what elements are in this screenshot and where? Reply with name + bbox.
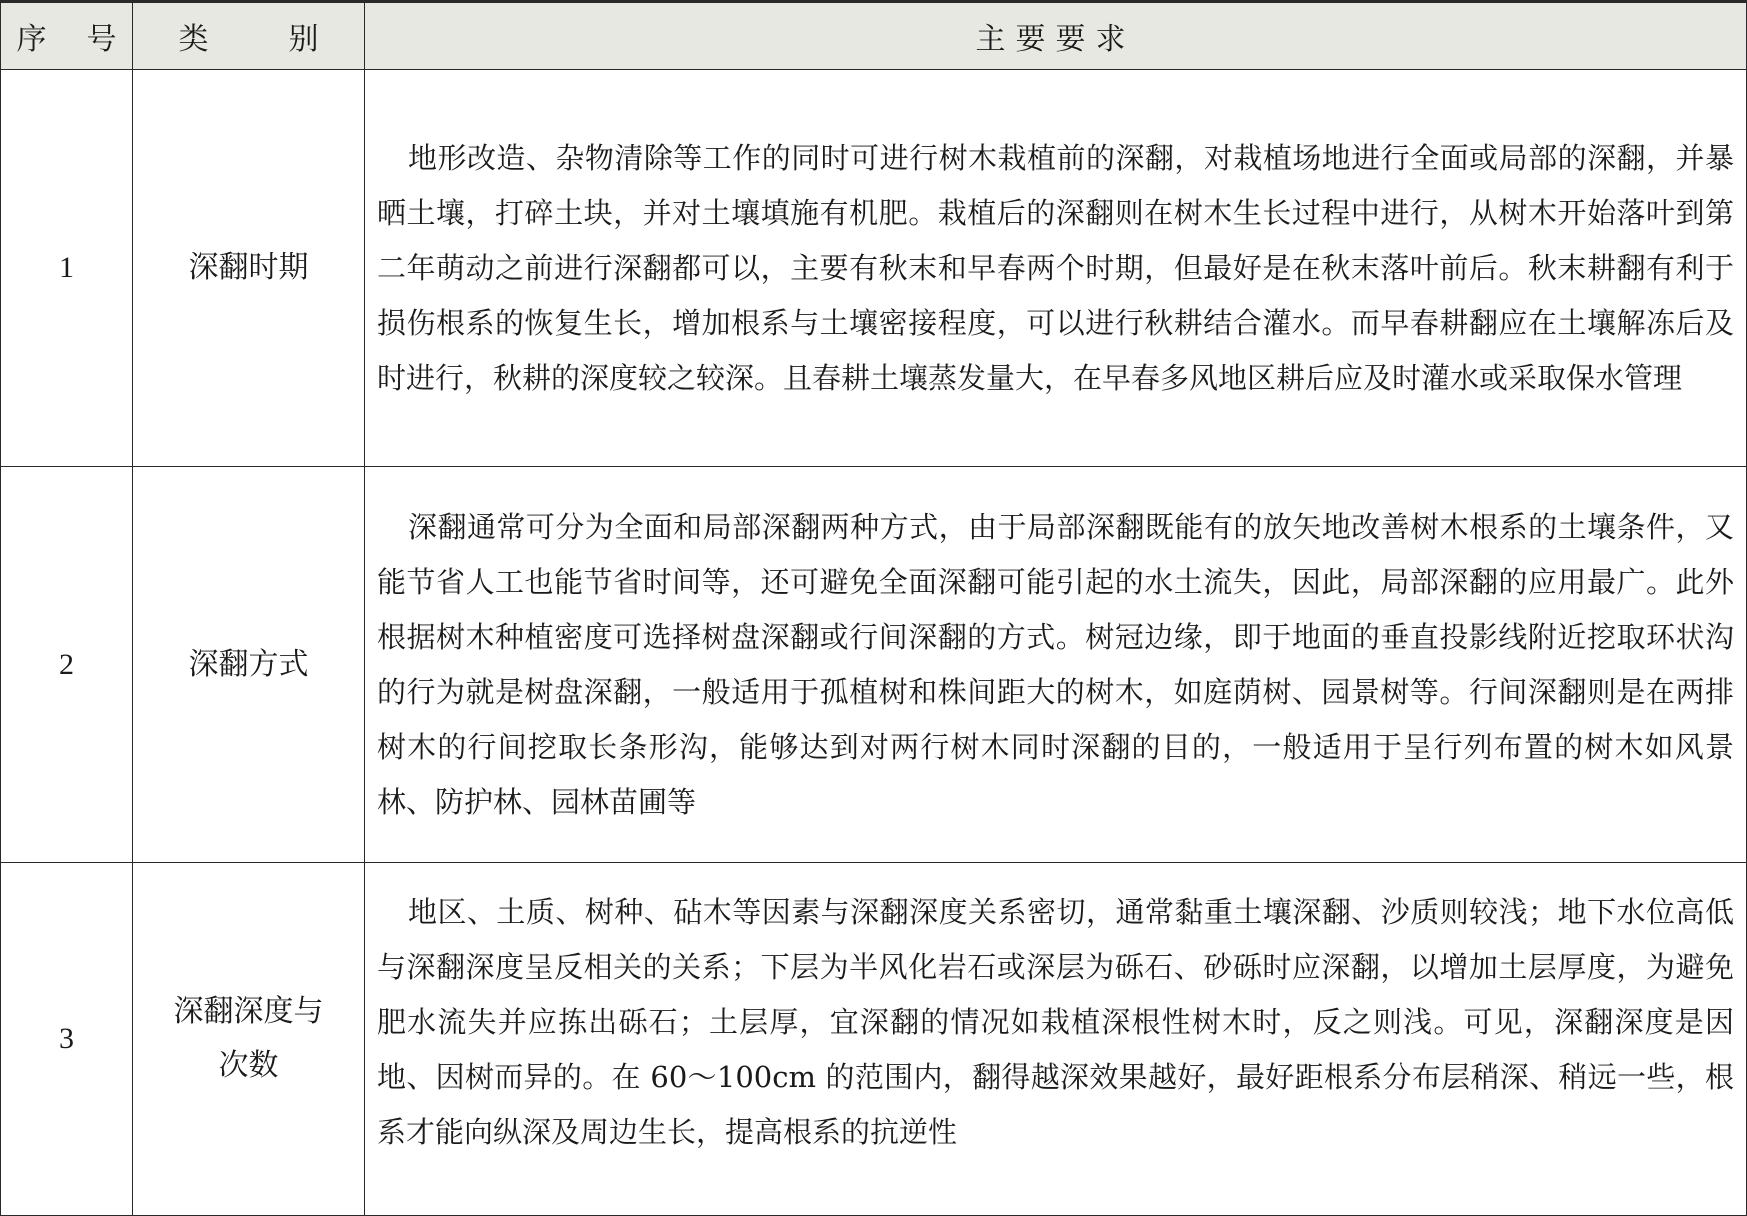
row-category: 深翻方式 [133, 467, 365, 863]
table-header-row [1, 2, 1747, 70]
row-category: 深翻时期 [133, 70, 365, 467]
header-number-char-1: 序 [16, 22, 47, 57]
row-number: 3 [1, 863, 133, 1216]
header-number-char-2: 号 [86, 22, 117, 57]
header-requirement: 主要要求 [365, 2, 1747, 70]
header-category-char-1: 类 [178, 22, 209, 57]
row-category [133, 863, 365, 1216]
header-category-char-2: 别 [288, 22, 319, 57]
row-requirement: 深翻通常可分为全面和局部深翻两种方式，由于局部深翻既能有的放矢地改善树木根系的土壤条件，又能节省人工也能节省时间等，还可避免全面深翻可能引起的水土流失，因此，局部深翻的应用最广。此外根据树木种植密度可选择树盘深翻或行间深翻的方式。树冠边缘，即于地面的垂直投影线附近挖取环状沟的行为就是树盘深翻，一般适用于孤植树和株间距大的树木，如庭荫树、园景树等。行间深翻则是在两排树木的行间挖取长条形沟，能够达到对两行树木同时深翻的目的，一般适用于呈行列布置的树木如风景林、防护林、园林苗圃等 [365, 467, 1747, 863]
header-category [133, 2, 365, 70]
table-row [1, 70, 1747, 467]
row-requirement: 地形改造、杂物清除等工作的同时可进行树木栽植前的深翻，对栽植场地进行全面或局部的深翻，并暴晒土壤，打碎土块，并对土壤填施有机肥。栽植后的深翻则在树木生长过程中进行，从树木开始落叶到第二年萌动之前进行深翻都可以，主要有秋末和早春两个时期，但最好是在秋末落叶前后。秋末耕翻有利于损伤根系的恢复生长，增加根系与土壤密接程度，可以进行秋耕结合灌水。而早春耕翻应在土壤解冻后及时进行，秋耕的深度较之较深。且春耕土壤蒸发量大，在早春多风地区耕后应及时灌水或采取保水管理 [365, 70, 1747, 467]
row-category-line-1: 深翻深度与 [173, 994, 324, 1029]
table-row [1, 863, 1747, 1216]
row-number: 1 [1, 70, 133, 467]
table-row [1, 467, 1747, 863]
row-category-line-2: 次数 [218, 1048, 279, 1083]
row-number: 2 [1, 467, 133, 863]
row-requirement: 地区、土质、树种、砧木等因素与深翻深度关系密切，通常黏重土壤深翻、沙质则较浅；地下水位高低与深翻深度呈反相关的关系；下层为半风化岩石或深层为砾石、砂砾时应深翻，以增加土层厚度，为避免肥水流失并应拣出砾石；土层厚，宜深翻的情况如栽植深根性树木时，反之则浅。可见，深翻深度是因地、因树而异的。在 60～100cm 的范围内，翻得越深效果越好，最好距根系分布层稍深、稍远一些，根系才能向纵深及周边生长，提高根系的抗逆性 [365, 863, 1747, 1216]
header-number [1, 2, 133, 70]
